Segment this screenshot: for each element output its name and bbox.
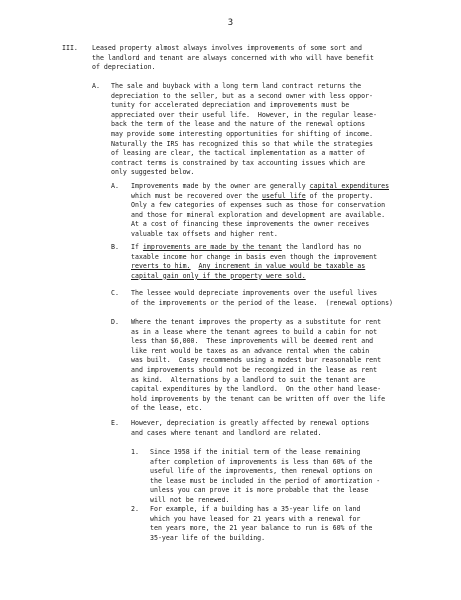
text-line: appreciated over their useful life. However, in the regular lease- bbox=[111, 110, 377, 119]
text-line: 35-year life of the building. bbox=[150, 533, 266, 542]
text-line: For example, if a building has a 35-year life on land bbox=[150, 505, 361, 513]
item-a-text bbox=[111, 82, 377, 178]
text-line: of the improvements or the period of the lease. (renewal options) bbox=[131, 298, 394, 307]
text-line: contract terms is constrained by tax accounting issues which are bbox=[111, 158, 366, 167]
text-line: and cases where tenant and landlord are related. bbox=[131, 428, 322, 437]
text-run: which must be recovered over the bbox=[131, 191, 263, 200]
sub-d-marker: D. bbox=[111, 318, 119, 326]
underlined-phrase: reverts to him. bbox=[131, 262, 191, 271]
text-line: will not be renewed. bbox=[150, 495, 230, 504]
page-number: 3 bbox=[227, 18, 234, 28]
text-line: hold improvements by the tenant can be written off over the life bbox=[131, 394, 386, 403]
text-run: of the property. bbox=[305, 191, 374, 200]
text-line bbox=[131, 243, 377, 253]
text-line: Since 1958 if the initial term of the lease remaining bbox=[150, 448, 361, 456]
underlined-phrase: useful life bbox=[262, 191, 306, 200]
text-line: tunity for accelerated depreciation and improvements must be bbox=[111, 101, 350, 110]
text-line: which you have leased for 21 years with a renewal for bbox=[150, 514, 361, 523]
e1-text bbox=[150, 448, 380, 506]
text-line: valuable tax offsets and higher rent. bbox=[131, 229, 278, 238]
text-run bbox=[191, 262, 199, 270]
section-marker-iii: III. bbox=[62, 44, 78, 52]
text-line: depreciation to the seller, but as a second owner with less oppor- bbox=[111, 91, 374, 100]
text-line bbox=[131, 182, 389, 192]
sub-b-text bbox=[131, 243, 377, 281]
text-line bbox=[131, 272, 377, 282]
text-line: useful life of the improvements, then renewal options on bbox=[150, 467, 373, 476]
text-line: of leasing are clear, the tactical implementation as a matter of bbox=[111, 149, 366, 158]
text-line bbox=[131, 192, 389, 202]
text-line: capital expenditures by the landlord. On the other hand lease- bbox=[131, 385, 382, 394]
text-line: Leased property almost always involves improvements of some sort and bbox=[92, 44, 362, 52]
e2-marker: 2. bbox=[131, 505, 139, 513]
sub-a-text bbox=[131, 182, 389, 240]
text-line: the lease must be included in the period of amortization - bbox=[150, 476, 381, 485]
text-line: may provide some interesting opportunities for shifting of income. bbox=[111, 129, 374, 138]
text-line: of depreciation. bbox=[92, 63, 156, 72]
item-a-marker: A. bbox=[92, 82, 100, 90]
text-line: The lessee would depreciate improvements over the useful lives bbox=[131, 289, 378, 297]
text-line: However, depreciation is greatly affected by renewal options bbox=[131, 419, 370, 427]
sub-c-marker: C. bbox=[111, 289, 119, 297]
text-line: the landlord and tenant are always concerned with who will have benefit bbox=[92, 53, 374, 62]
e1-marker: 1. bbox=[131, 448, 139, 456]
sub-d-text bbox=[131, 318, 385, 414]
text-line: back the term of the lease and the nature of the renewal options bbox=[111, 120, 366, 129]
text-line: and those for mineral exploration and development are available. bbox=[131, 210, 386, 219]
underlined-phrase: improvements are made by the tenant bbox=[142, 243, 282, 251]
text-line: was built. Casey recommends using a modest bur reasonable rent bbox=[131, 356, 382, 365]
section-iii-text bbox=[92, 44, 374, 73]
text-line: taxable income hor change in basis even though the improvement bbox=[131, 252, 378, 261]
sub-b-marker: B. bbox=[111, 243, 119, 251]
text-line: At a cost of financing these improvements the owner receives bbox=[131, 220, 370, 229]
text-line: Naturally the IRS has recognized this so that while the strategies bbox=[111, 139, 374, 148]
text-line: ten years more, the 21 year balance to run is 60% of the bbox=[150, 524, 373, 533]
sub-c-text bbox=[131, 289, 393, 308]
text-run: Improvements made by the owner are generally bbox=[131, 182, 310, 190]
text-line: less than $6,000. These improvements will be deemed rent and bbox=[131, 337, 374, 346]
text-line: as in a lease where the tenant agrees to build a cabin for not bbox=[131, 327, 378, 336]
sub-e-text bbox=[131, 419, 369, 438]
text-line: as kind. Alternations by a landlord to suit the tenant are bbox=[131, 375, 366, 384]
text-line: Where the tenant improves the property as a substitute for rent bbox=[131, 318, 382, 326]
sub-a-marker: A. bbox=[111, 182, 119, 190]
e2-text bbox=[150, 505, 372, 543]
underlined-phrase: capital expenditures bbox=[309, 182, 390, 190]
text-line bbox=[131, 262, 377, 272]
underlined-phrase: Any increment in value would be taxable as bbox=[198, 262, 366, 271]
underlined-phrase: capital gain only if the property were sold. bbox=[131, 271, 306, 280]
text-line: only suggested below. bbox=[111, 168, 195, 177]
text-line: like rent would be taxes as an advance rental when the cabin bbox=[131, 346, 370, 355]
sub-e-marker: E. bbox=[111, 419, 119, 427]
text-line: The sale and buyback with a long term land contract returns the bbox=[111, 82, 362, 90]
text-line: unless you can prove it is more probable that the lease bbox=[150, 486, 369, 495]
text-line: of the lease, etc. bbox=[131, 404, 203, 413]
text-run: If bbox=[131, 243, 143, 251]
text-run: the landlord has no bbox=[281, 243, 362, 251]
text-line: and improvements should not be recongized in the lease as rent bbox=[131, 365, 378, 374]
text-line: Only a few categories of expenses such as those for conservation bbox=[131, 201, 386, 210]
text-line: after completion of improvements is less than 60% of the bbox=[150, 457, 373, 466]
